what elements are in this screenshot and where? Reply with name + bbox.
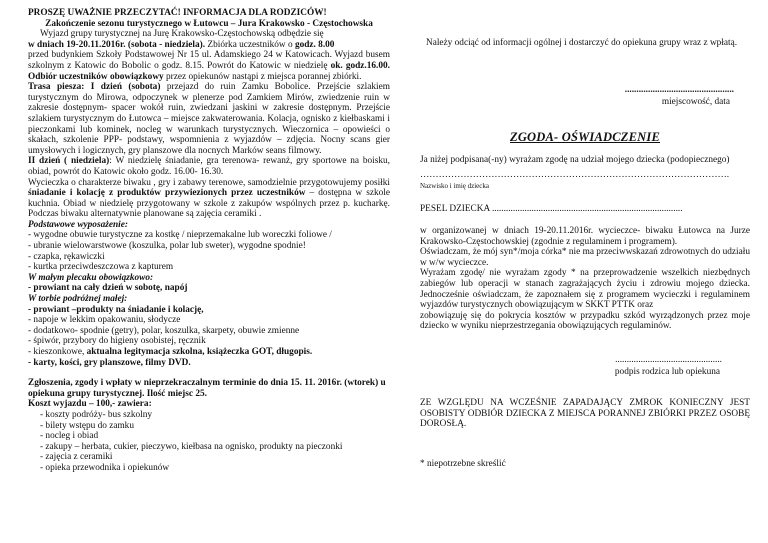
- cost-item: - bilety wstępu do zamku: [40, 420, 134, 431]
- backpack-label: W małym plecaku obowiązkowo:: [28, 272, 154, 283]
- cost-item: - nocleg i obiad: [40, 431, 99, 442]
- pickup-bold: ok. godz.16.00. Odbiór uczestników obowiązkowy: [28, 60, 390, 82]
- bag-item: - śpiwór, przybory do higieny osobistej, ręcznik: [28, 336, 206, 347]
- intro-line: Wyjazd grupy turystycznej na Jurę Krakowsko-Częstochowską odbędzie się: [40, 29, 324, 40]
- consent-heading: ZGODA- OŚWIADCZENIE: [509, 130, 660, 144]
- gathering-time: godz. 8.00: [294, 39, 335, 50]
- child-name-dots: ……………………………………………………………………………………….: [420, 170, 730, 180]
- bag-item: - napoje w lekkim opakowaniu, słodycze: [28, 315, 181, 326]
- bag-item: - dodatkowo- spodnie (getry), polar, koszulka, skarpety, obuwie zmienne: [28, 325, 300, 336]
- documents-bold: aktualna legitymacja szkolna, książeczka GOT, długopis.: [86, 347, 313, 357]
- consent-medical: Wyrażam zgodę/ nie wyrażam zgody * na przeprowadzenie wszelkich niezbędnych zabiegów lub operacji w stanach zagrażających życiu i zdrowiu mojego dziecka. Jednocześnie oświadczam, że zapoznałem się z programem wycieczki i regulaminem wyjazdów turystycznych obowiązującym w SKKT PTTK oraz: [420, 268, 750, 311]
- equipment-item: - kurtka przeciwdeszczowa z kapturem: [28, 262, 174, 273]
- info-title: PROSZĘ UWAŻNIE PRZECZYTAĆ! INFORMACJA DLA RODZICÓW!: [28, 8, 327, 18]
- camp-meals: śniadanie i kolację z produktów przywiezionych przez uczestników: [28, 188, 306, 199]
- route-paragraph: [28, 82, 390, 156]
- intro-text: przed budynkiem Szkoły Podstawowej Nr 15 ul. Adamskiego 24 w Katowicach. Wyjazd busem szkolnym z Katowic do Bobolic o godz. 8.15. Powrót do Katowic w niedzielę: [28, 50, 390, 71]
- day2-text: : W niedzielę śniadanie, gra terenowa- rewanż, gry sportowe na boisku, obiad, powrót do Katowic około godz. 16.00- 16.30.: [28, 156, 390, 177]
- footnote: * niepotrzebne skreślić: [420, 459, 506, 469]
- camp-text-1: Wycieczka o charakterze biwaku , gry i zabawy terenowe, samodzielnie przygotowujemy posiłki: [28, 177, 390, 188]
- info-subtitle: Zakończenie sezonu turystycznego w Łutowcu – Jura Krakowsko - Częstochowska: [45, 18, 373, 29]
- place-date-label: miejscowość, data: [661, 97, 730, 107]
- equipment-label: Podstawowe wyposażenie:: [28, 219, 128, 230]
- registration-note: Zgłoszenia, zgody i wpłaty w nieprzekraczalnym terminie do dnia 15. 11. 2016r. (wtorek) u opiekuna grupy turystycznej. Ilość miejsc 25.: [28, 378, 386, 399]
- gathering-text: Zbiórka uczestników o: [205, 39, 295, 50]
- pesel-field: PESEL DZIECKA ..................................................................................: [420, 204, 683, 214]
- pickup-text: przez opiekunów nastąpi z miejsca porannej zbiórki.: [163, 71, 362, 82]
- cost-item: - opieka przewodnika i opiekunów: [40, 462, 170, 473]
- consent-health: Oświadczam, że mój syn*/moja córka* nie ma przeciwwskazań zdrowotnych do udziału w w/w wycieczce.: [420, 247, 750, 268]
- bag-item-documents: [28, 347, 390, 358]
- intro-date-line: [28, 40, 390, 51]
- cost-label: Koszt wyjazdu – 100,- zawiera:: [28, 399, 152, 410]
- day2-label: II dzień ( niedziela): [28, 156, 110, 167]
- equipment-item: - wygodne obuwie turystyczne za kostkę / nieprzemakalne lub woreczki foliowe /: [28, 230, 332, 241]
- trip-dates: w dniach 19-20.11.2016r. (sobota - niedziela).: [28, 39, 206, 50]
- bag-label: W torbie podróżnej małej:: [28, 294, 128, 305]
- equipment-item: - ubranie wielowarstwowe (koszulka, polar lub sweter), wygodne spodnie!: [28, 241, 306, 252]
- pickup-notice: ZE WZGLĘDU NA WCZEŚNIE ZAPADAJĄCY ZMROK KONIECZNY JEST OSOBISTY ODBIÓR DZIECKA Z MIEJSCA PORANNEJ ZBIÓRKI PRZEZ OSOBĘ DOROSŁĄ.: [420, 398, 750, 430]
- child-name-label: Nazwisko i imię dziecka: [420, 182, 490, 190]
- pocket-money: - kieszonkowe,: [28, 347, 87, 357]
- info-column: [28, 0, 390, 474]
- consent-declaration: Ja niżej podpisana(-ny) wyrażam zgodę na udział mojego dziecka (podopiecznego): [420, 155, 730, 165]
- place-date-dots: ...............................................: [624, 85, 734, 95]
- cost-item: - zajęcia z ceramiki: [40, 452, 113, 463]
- equipment-item: - czapka, rękawiczki: [28, 251, 105, 262]
- consent-damages: zobowiązuję się do pokrycia kosztów w przypadku szkód wyrządzonych przez moje dziecko w wyniku nieprzestrzegania obowiązujących regulaminów.: [420, 310, 750, 332]
- bag-item: - karty, kości, gry planszowe, filmy DVD.: [28, 357, 191, 368]
- consent-body: [420, 226, 750, 332]
- day2-paragraph: [28, 156, 390, 177]
- route-text: przejazd do ruin Zamku Bobolice. Przejście szlakiem turystycznym do Mirowa, odpoczynek w plenerze pod Zamkiem Mirów, zwiedzenie ruin w zakresie dostępnym- spacer wokół ruin, zwiedzani jaskini w zakresie dostępnym. Przejście szlakiem turystycznym do Łutowca – miejsce zakwaterowania. Kolacja, ognisko z kiełbaskami i pieczonkami lub kominek, nocleg w warunkach turystycznych. Wieczornica – opowieści o skałach, szkolenie PPP- podstawy, wspomnienia z wyjazdów – zdjęcia. Nocny scans gier umysłowych i logicznych, gry planszowe dla nocnych Marków seans filmowy.: [28, 82, 390, 156]
- cut-off-note: Należy odciąć od informacji ogólnej i dostarczyć do opiekuna grupy wraz z wpłatą.: [426, 38, 738, 48]
- signature-dots: ..............................................: [615, 355, 722, 365]
- cost-item: - koszty podróży- bus szkolny: [40, 409, 153, 420]
- camp-paragraph: [28, 178, 390, 220]
- camp-text-2: – dostępna w szkole kuchnia. Obiad w niedzielę przygotowany w szkole z zakupów wspólnych przez p. kucharkę. Podczas biwaku alternatywnie planowane są zajęcia ceramiki .: [28, 188, 390, 220]
- route-label: Trasa piesza: I dzień (sobota): [28, 82, 161, 93]
- signature-label: podpis rodzica lub opiekuna: [614, 367, 720, 377]
- intro-paragraph: [28, 50, 390, 82]
- backpack-item: - prowiant na cały dzień w sobotę, napój: [28, 283, 188, 294]
- cost-item: - zakupy – herbata, cukier, pieczywo, kiełbasa na ognisko, produkty na pieczonki: [40, 441, 343, 452]
- consent-trip: w organizowanej w dniach 19-20.11.2016r. wycieczce- biwaku Łutowca na Jurze Krakowsko-Częstochowskiej (zgodnie z regulaminem i programem).: [420, 226, 750, 247]
- bag-item: - prowiant –produkty na śniadanie i kolację,: [28, 304, 204, 315]
